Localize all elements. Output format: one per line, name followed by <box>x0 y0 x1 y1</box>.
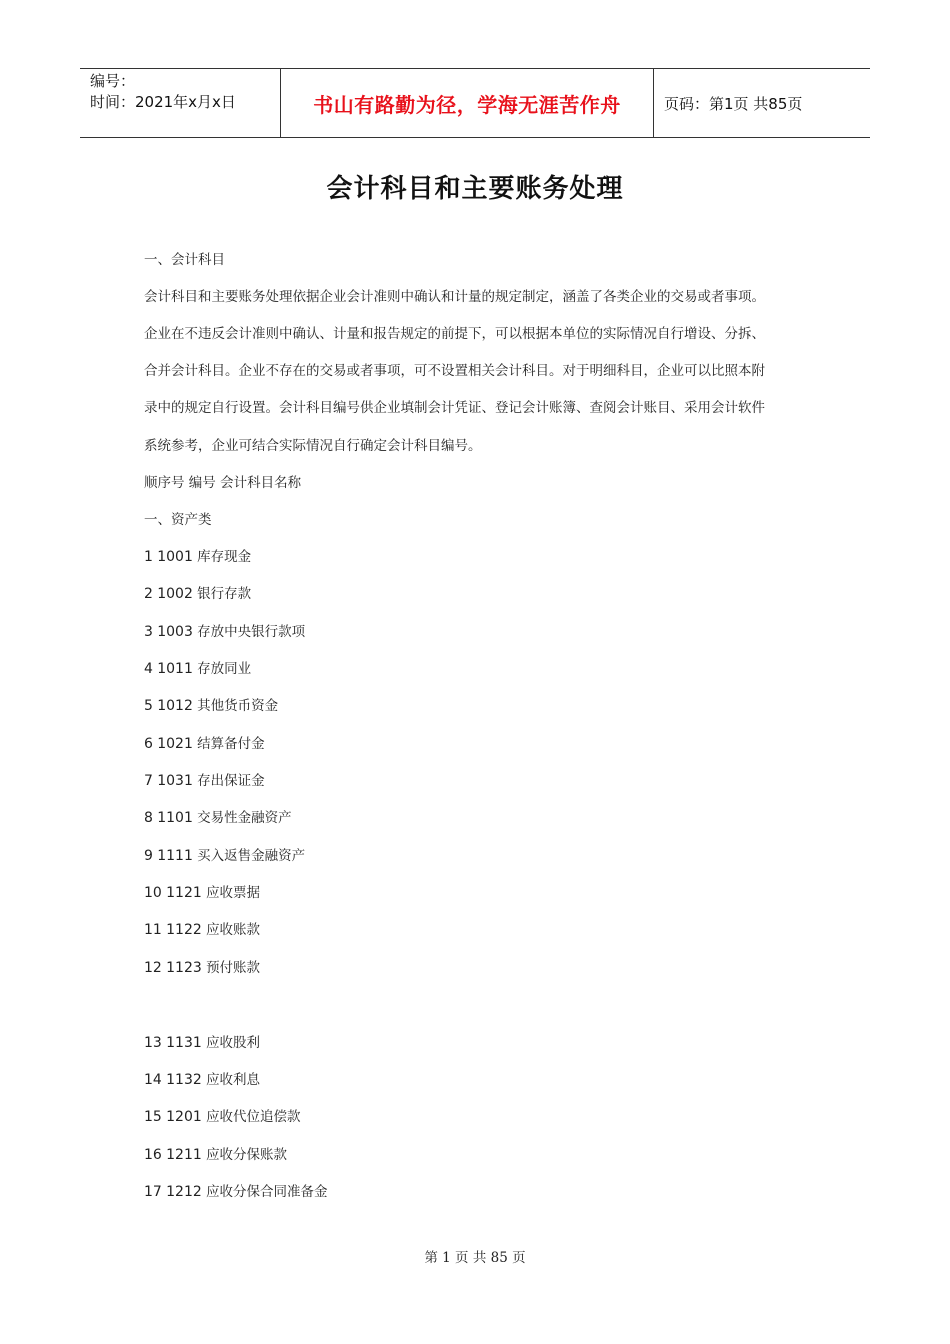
header-page-cell <box>654 69 870 137</box>
account-name: 买入返售金融资产 <box>197 848 306 864</box>
paragraph-line: 系统参考，企业可结合实际情况自行确定会计科目编号。 <box>144 438 482 454</box>
account-row <box>144 696 278 716</box>
account-row <box>144 883 260 903</box>
paragraph-line: 企业在不违反会计准则中确认、计量和报告规定的前提下，可以根据本单位的实际情况自行增设、分拆、 <box>144 326 765 342</box>
number-label: 编号： <box>90 72 136 90</box>
account-seq: 8 <box>144 810 153 826</box>
paragraph-line: 会计科目和主要账务处理依据企业会计准则中确认和计量的规定制定，涵盖了各类企业的交易或者事项。 <box>144 289 765 305</box>
account-name: 库存现金 <box>197 549 252 565</box>
time-label: 时间：2021年x月x日 <box>90 93 236 111</box>
account-name: 应收代位追偿款 <box>206 1109 301 1125</box>
account-code: 1201 <box>166 1109 202 1125</box>
account-row <box>144 1107 301 1127</box>
account-row <box>144 1182 328 1202</box>
account-code: 1101 <box>157 810 193 826</box>
account-seq: 16 <box>144 1147 162 1163</box>
account-seq: 3 <box>144 624 153 640</box>
account-seq: 13 <box>144 1035 162 1051</box>
account-row <box>144 808 292 828</box>
account-name: 预付账款 <box>206 960 261 976</box>
account-name: 结算备付金 <box>197 736 265 752</box>
account-code: 1012 <box>157 698 193 714</box>
account-code: 1122 <box>166 922 202 938</box>
account-code: 1031 <box>157 773 193 789</box>
account-seq: 10 <box>144 885 162 901</box>
account-row <box>144 734 265 754</box>
account-code: 1001 <box>157 549 193 565</box>
account-code: 1002 <box>157 586 193 602</box>
account-row <box>144 1070 260 1090</box>
account-code: 1121 <box>166 885 202 901</box>
document-title: 会计科目和主要账务处理 <box>326 174 624 204</box>
account-name: 应收票据 <box>206 885 261 901</box>
account-name: 应收账款 <box>206 922 261 938</box>
account-code: 1021 <box>157 736 193 752</box>
account-row <box>144 771 265 791</box>
account-name: 应收股利 <box>206 1035 261 1051</box>
account-name: 银行存款 <box>197 586 252 602</box>
account-seq: 2 <box>144 586 153 602</box>
header-motto-cell <box>281 69 654 137</box>
account-row <box>144 1145 287 1165</box>
account-code: 1011 <box>157 661 193 677</box>
account-seq: 15 <box>144 1109 162 1125</box>
account-name: 应收分保合同准备金 <box>206 1184 328 1200</box>
account-name: 存出保证金 <box>197 773 265 789</box>
account-seq: 7 <box>144 773 153 789</box>
account-seq: 9 <box>144 848 153 864</box>
account-seq: 11 <box>144 922 162 938</box>
account-seq: 17 <box>144 1184 162 1200</box>
account-code: 1123 <box>166 960 202 976</box>
account-code: 1003 <box>157 624 193 640</box>
account-row <box>144 846 305 866</box>
account-row <box>144 659 251 679</box>
account-row <box>144 584 251 604</box>
account-name: 交易性金融资产 <box>197 810 292 826</box>
page-header-table <box>80 68 870 138</box>
account-name: 应收分保账款 <box>206 1147 288 1163</box>
account-seq: 4 <box>144 661 153 677</box>
section-heading: 一、会计科目 <box>144 252 225 268</box>
account-code: 1211 <box>166 1147 202 1163</box>
account-name: 存放同业 <box>197 661 252 677</box>
account-seq: 5 <box>144 698 153 714</box>
account-code: 1212 <box>166 1184 202 1200</box>
account-name: 其他货币资金 <box>197 698 279 714</box>
page-info: 页码：第1页 共85页 <box>664 94 803 113</box>
account-name: 存放中央银行款项 <box>197 624 306 640</box>
header-meta-cell <box>80 69 281 137</box>
page-footer: 第 1 页 共 85 页 <box>424 1250 526 1266</box>
account-row <box>144 547 251 567</box>
account-code: 1131 <box>166 1035 202 1051</box>
account-code: 1111 <box>157 848 193 864</box>
account-seq: 12 <box>144 960 162 976</box>
account-row <box>144 1033 260 1053</box>
account-seq: 14 <box>144 1072 162 1088</box>
account-row <box>144 622 305 642</box>
account-row <box>144 920 260 940</box>
account-code: 1132 <box>166 1072 202 1088</box>
account-row <box>144 958 260 978</box>
paragraph-line: 录中的规定自行设置。会计科目编号供企业填制会计凭证、登记会计账簿、查阅会计账目、采用会计软件 <box>144 400 765 416</box>
table-header: 顺序号 编号 会计科目名称 <box>144 475 302 491</box>
motto-text: 书山有路勤为径，学海无涯苦作舟 <box>313 92 621 117</box>
account-seq: 6 <box>144 736 153 752</box>
category-heading: 一、资产类 <box>144 512 212 528</box>
account-name: 应收利息 <box>206 1072 261 1088</box>
account-seq: 1 <box>144 549 153 565</box>
paragraph-line: 合并会计科目。企业不存在的交易或者事项，可不设置相关会计科目。对于明细科目，企业可以比照本附 <box>144 363 765 379</box>
